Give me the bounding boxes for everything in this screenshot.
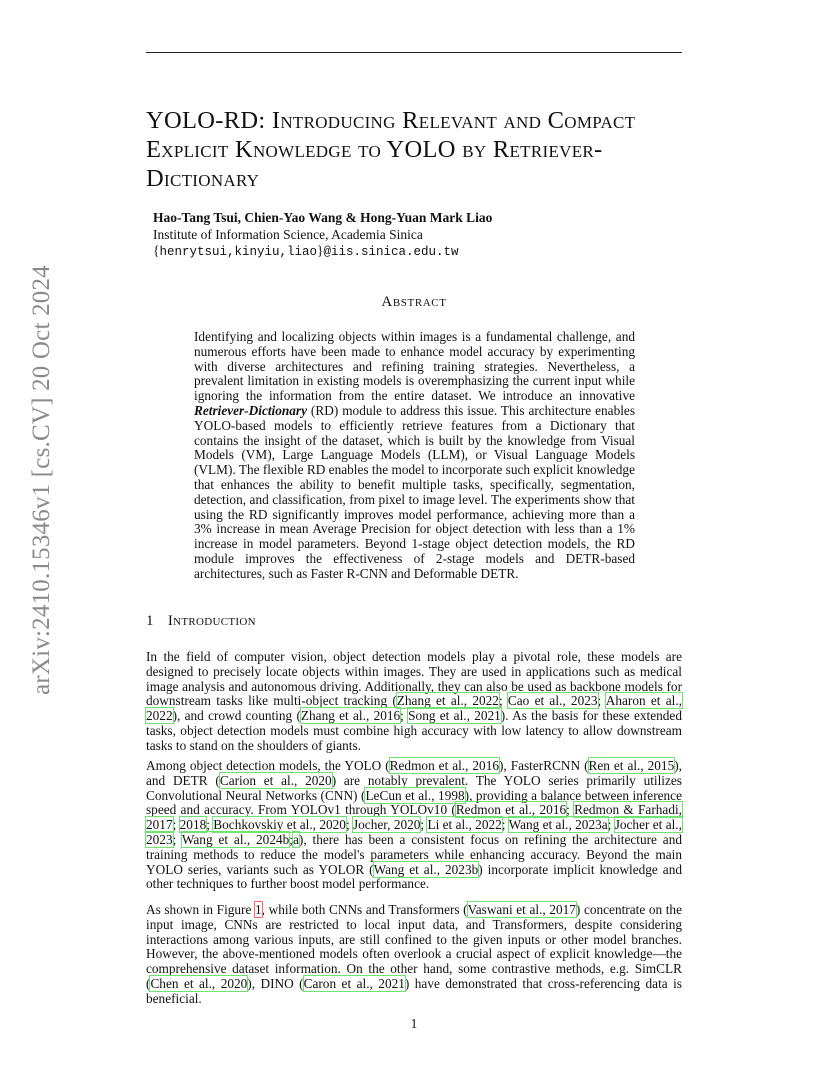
body-text: ; [566,802,575,818]
paper-title [146,106,706,193]
body-text: ). As the basis for these extended tasks, object detection models must combine high accuracy with low latency to allow downstream tasks to stand on the shoulders of giants. [146,708,682,753]
section-heading [146,613,256,630]
body-text: As shown in Figure [146,902,255,917]
body-text: ), and DETR ( [146,758,682,788]
body-text: ), DINO ( [247,975,304,991]
citation-link[interactable]: Wang et al., 2024b [181,831,290,847]
figure-reference-link[interactable]: 1 [255,902,262,917]
body-text: ; [206,817,214,833]
email-names: henrytsui,kinyiu,liao [159,245,318,259]
email-brace-close: } [317,243,324,258]
abstract-body [194,330,635,582]
title-line-3: Dictionary [146,165,260,192]
abstract-text: Identifying and localizing objects within images is a fundamental challenge, and numerous efforts have been made to enhance model accuracy by experimenting with diverse architectures and refining training strategies. Nevertheless, a prevalent limitation in existing models is overemphasizing the current input while ignoring the information from the entire dataset. We introduce an innovative [194,329,635,404]
citation-link[interactable]: Jocher, 2020 [352,817,421,833]
abstract-emphasis: Retriever-Dictionary [194,402,307,418]
citation-link[interactable]: Ren et al., 2015 [588,758,675,773]
email-brace-open: { [153,243,160,258]
email-addresses [153,243,459,259]
body-text: ) concentrate on the input image, CNNs are restricted to local input data, and Transformers, despite considering interactions among various inputs, are still confined to the given inputs or other model branches. However, the above-mentioned models often overlook a crucial aspect of explicit knowledge—the comprehensive dataset information. On the other hand, some contrastive methods, e.g. SimCLR ( [146,902,682,991]
body-text: ; [597,693,606,709]
citation-link[interactable]: Cao et al., 2023 [507,693,598,709]
citation-link[interactable]: 2018 [179,817,207,833]
body-text: ; [172,831,182,847]
email-domain: @iis.sinica.edu.tw [323,245,459,259]
citation-link[interactable]: Chen et al., 2020 [150,975,248,991]
arxiv-identifier: arXiv:2410.15346v1 [cs.CV] 20 Oct 2024 [28,265,55,695]
body-text: ) are notably prevalent. The YOLO series primarily utilizes Convolutional Neural Networks (CNN) ( [146,772,682,803]
citation-link[interactable]: a [292,831,299,847]
body-text: ; [289,831,293,847]
citation-link[interactable]: Vaswani et al., 2017 [467,902,576,917]
title-line-1: YOLO-RD: Introducing Relevant and Compact [146,107,636,134]
body-text: ; [172,817,180,833]
citation-link[interactable]: Redmon et al., 2016 [389,758,499,773]
citation-link[interactable]: Aharon et al., 2022 [146,693,682,724]
abstract-text: (RD) module to address this issue. This architecture enables YOLO-based models to efficiently retrieve features from a Dictionary that contains the insight of the dataset, which is built by the knowledge from Visual Models (VM), Large Language Models (LLM), or Visual Language Models (VLM). The flexible RD enables the model to incorporate such explicit knowledge that enhances the ability to benefit multiple tasks, specifically, segmentation, detection, and classification, from pixel to image level. The experiments show that using the RD significantly improves model performance, achieving more than a 3% increase in mean Average Precision for object detection with less than a 1% increase in model parameters. Beyond 1-stage object detection models, the RD module improves the effectiveness of 2-stage models and DETR-based architectures, such as Faster R-CNN and Deformable DETR. [194,402,635,581]
citation-link[interactable]: Li et al., 2022 [427,817,502,833]
citation-link[interactable]: Redmon & Farhadi, 2017 [146,802,682,833]
citation-link[interactable]: Zhang et al., 2016 [300,708,401,724]
intro-paragraph-3 [146,903,682,1007]
body-text: In the field of computer vision, object detection models play a pivotal role, these models are designed to precisely locate objects within images. They are used in applications such as medical image analysis and autonomous driving. Additionally, they can also be used as backbone models for downstream tasks like multi-object tracking ( [146,649,682,709]
body-text: ), providing a balance between inference speed and accuracy. From YOLOv1 through YOLOv10 ( [146,787,682,818]
body-text: Among object detection models, the YOLO ( [146,758,390,773]
author-list: Hao-Tang Tsui, Chien-Yao Wang & Hong-Yuan Mark Liao [153,210,493,225]
citation-link[interactable]: Redmon et al., 2016 [455,802,567,818]
citation-link[interactable]: Jocher et al., 2023 [146,817,682,847]
intro-paragraph-2 [146,759,682,892]
body-text: ), FasterRCNN ( [499,758,589,773]
citation-link[interactable]: Caron et al., 2021 [303,975,405,991]
title-line-2: Explicit Knowledge to YOLO by Retriever- [146,136,603,163]
abstract-heading: Abstract [381,294,447,310]
citation-link[interactable]: Zhang et al., 2022 [396,693,499,709]
body-text: ; [498,693,508,709]
affiliation: Institute of Information Science, Academia Sinica [153,227,423,242]
citation-link[interactable]: Carion et al., 2020 [219,772,332,788]
body-text: ; [345,817,353,833]
body-text: ), and crowd counting ( [172,708,301,724]
body-text: ) incorporate implicit knowledge and other techniques to further boost model performance. [146,861,682,892]
top-rule [146,52,682,53]
citation-link[interactable]: Bochkovskiy et al., 2020 [213,817,346,833]
citation-link[interactable]: Wang et al., 2023a [508,817,608,833]
intro-paragraph-1 [146,650,682,754]
body-text: ), there has been a consistent focus on refining the architecture and training methods to reduce the model's parameters while enhancing accuracy. Beyond the main YOLO series, variants such as YOLOR ( [146,831,682,877]
citation-link[interactable]: LeCun et al., 1998 [365,787,465,803]
section-number: 1 [146,613,154,629]
citation-link[interactable]: Wang et al., 2023b [373,861,479,877]
body-text: , while both CNNs and Transformers ( [261,902,468,917]
body-text: ) have demonstrated that cross-referencing data is beneficial. [146,975,682,1006]
citation-link[interactable]: Song et al., 2021 [408,708,501,724]
body-text: ; [501,817,509,833]
body-text: ; [607,817,615,833]
body-text: ; [420,817,428,833]
body-text: ; [400,708,409,724]
section-title: Introduction [167,613,256,629]
page-number: 1 [410,1016,418,1031]
